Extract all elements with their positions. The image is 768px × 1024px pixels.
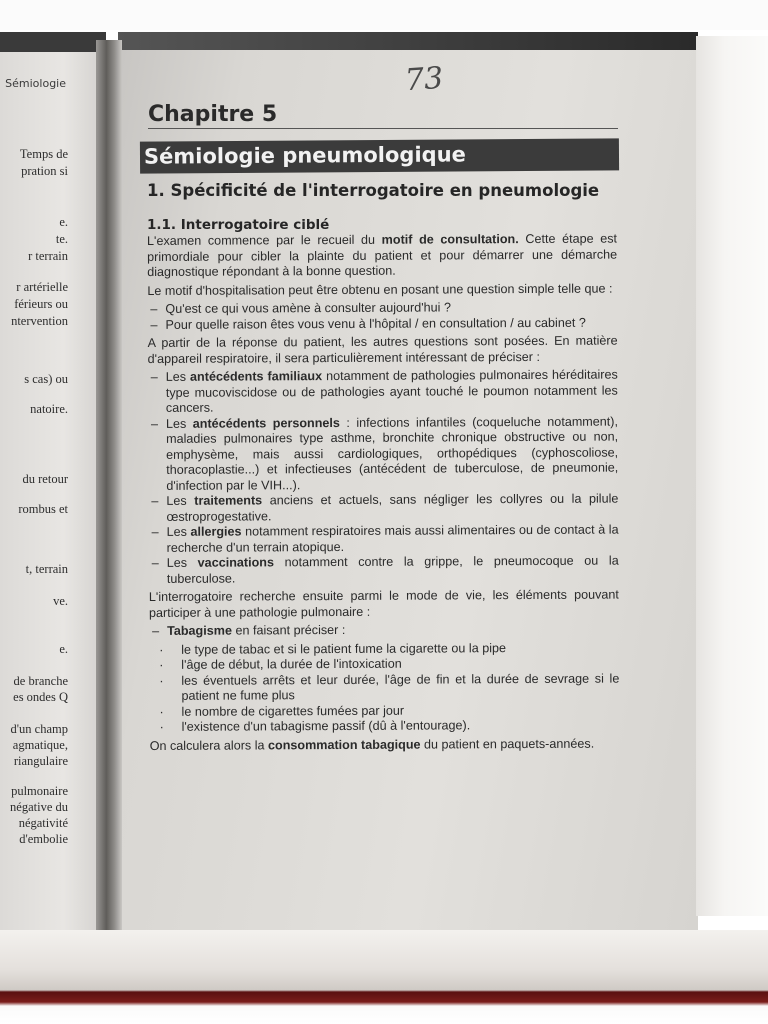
book-spine-shadow bbox=[96, 40, 122, 930]
background-bottom bbox=[0, 930, 768, 1024]
smoking-list bbox=[149, 622, 619, 640]
left-page-line: r artérielle bbox=[16, 280, 68, 294]
body-text bbox=[147, 232, 620, 757]
list-item: · le nombre de cigarettes fumées par jour bbox=[149, 702, 619, 720]
left-page-line: pration si bbox=[21, 164, 68, 178]
left-page-line: rombus et bbox=[18, 502, 68, 516]
list-item: · les éventuels arrêts et leur durée, l'âge de fin et la durée de sevrage si le patient ne fume plus bbox=[149, 671, 619, 704]
question-list bbox=[147, 300, 617, 333]
chapter-title: Sémiologie pneumologique bbox=[143, 142, 466, 169]
handwritten-page-number: 73 bbox=[403, 60, 445, 99]
list-item: – Les vaccinations notamment contre la grippe, le pneumocoque ou la tuberculose. bbox=[149, 554, 619, 587]
background-top bbox=[0, 0, 768, 30]
page-shadow-strip bbox=[0, 32, 106, 52]
paragraph-motif: Le motif d'hospitalisation peut être obtenu en posant une question simple telle que : bbox=[147, 281, 613, 298]
left-page-line: s cas) ou bbox=[24, 372, 68, 386]
page-edge bbox=[696, 36, 768, 916]
left-page-line: d'embolie bbox=[19, 832, 68, 846]
list-item: · le type de tabac et si le patient fume la cigarette ou la pipe bbox=[149, 640, 619, 658]
chapter-rule bbox=[148, 128, 618, 129]
left-page-line: négative du bbox=[10, 800, 68, 814]
paragraph-intro: L'examen commence par le recueil du motif de consultation. Cette étape est primordiale pour cibler la plainte du patient et pour démarrer une démarche diagnostique répondant à la bonne question. bbox=[147, 231, 618, 279]
paragraph-lifestyle: L'interrogatoire recherche ensuite parmi le mode de vie, les éléments pouvant participer à une pathologie pulmonaire : bbox=[148, 587, 619, 620]
list-item: – Les antécédents familiaux notamment de pathologies pulmonaires héréditaires type mucoviscidose ou de pathologies ayant touché le poumon notamment les cancers. bbox=[148, 368, 618, 417]
left-page-line: férieurs ou bbox=[14, 297, 68, 311]
subsection-heading: 1.1. Interrogatoire ciblé bbox=[147, 217, 330, 233]
previous-page bbox=[0, 32, 106, 947]
section-heading: 1. Spécificité de l'interrogatoire en pneumologie bbox=[147, 181, 600, 200]
paragraph-conclusion: On calculera alors la consommation tabagique du patient en paquets-années. bbox=[149, 736, 595, 753]
left-page-line: r terrain bbox=[28, 249, 68, 263]
left-page-header: Sémiologie bbox=[5, 77, 66, 90]
left-page-line: e. bbox=[59, 642, 68, 656]
chapter-heading: Chapitre 5 bbox=[148, 102, 278, 127]
smoking-details-list bbox=[149, 640, 619, 735]
left-page-line: de branche bbox=[13, 674, 68, 688]
left-page-line: t, terrain bbox=[25, 562, 68, 576]
left-page-line: pulmonaire bbox=[11, 784, 68, 798]
chapter-title-band bbox=[140, 138, 619, 173]
paragraph-questions: A partir de la réponse du patient, les autres questions sont posées. En matière d'appareil respiratoire, il sera particulièrement intéressant de préciser : bbox=[147, 333, 618, 366]
left-page-line: agmatique, bbox=[12, 738, 68, 752]
left-page-line: es ondes Q bbox=[13, 690, 68, 704]
list-item: – Les traitements anciens et actuels, sans négliger les collyres ou la pilule œstroprogestative. bbox=[148, 492, 618, 525]
history-list bbox=[148, 368, 619, 587]
list-item: · l'âge de début, la durée de l'intoxication bbox=[149, 656, 619, 674]
left-page-line: du retour bbox=[22, 472, 68, 486]
left-page-line: riangulaire bbox=[13, 754, 68, 768]
list-item: – Tabagisme en faisant préciser : bbox=[149, 622, 619, 640]
left-page-line: Temps de bbox=[19, 147, 68, 161]
left-page-line: ntervention bbox=[11, 314, 68, 328]
list-item: – Pour quelle raison êtes vous venu à l'hôpital / en consultation / au cabinet ? bbox=[147, 315, 617, 333]
left-page-line: d'un champ bbox=[10, 722, 68, 736]
left-page-line: te. bbox=[55, 232, 68, 246]
left-page-line: e. bbox=[59, 215, 68, 229]
left-page-line: natoire. bbox=[30, 402, 68, 416]
left-page-line: négativité bbox=[18, 816, 68, 830]
page-shadow-strip bbox=[118, 32, 698, 50]
list-item: – Les allergies notamment respiratoires mais aussi alimentaires ou de contact à la recherche d'un terrain atopique. bbox=[149, 523, 619, 556]
list-item: · l'existence d'un tabagisme passif (dû à l'entourage). bbox=[150, 718, 620, 736]
list-item: – Qu'est ce qui vous amène à consulter aujourd'hui ? bbox=[147, 300, 617, 318]
left-page-line: ve. bbox=[53, 594, 68, 608]
list-item: – Les antécédents personnels : infections infantiles (coqueluche notamment), maladies pulmonaires type asthme, bronchite chronique obstructive ou non, emphysème, mais aussi cardiologiques, orthopédiques (cyphoscoliose, thoracoplastie...) et infectieuses (antécédent de tuberculose, de pneumonie, d'infection par le VIH...). bbox=[148, 414, 618, 494]
